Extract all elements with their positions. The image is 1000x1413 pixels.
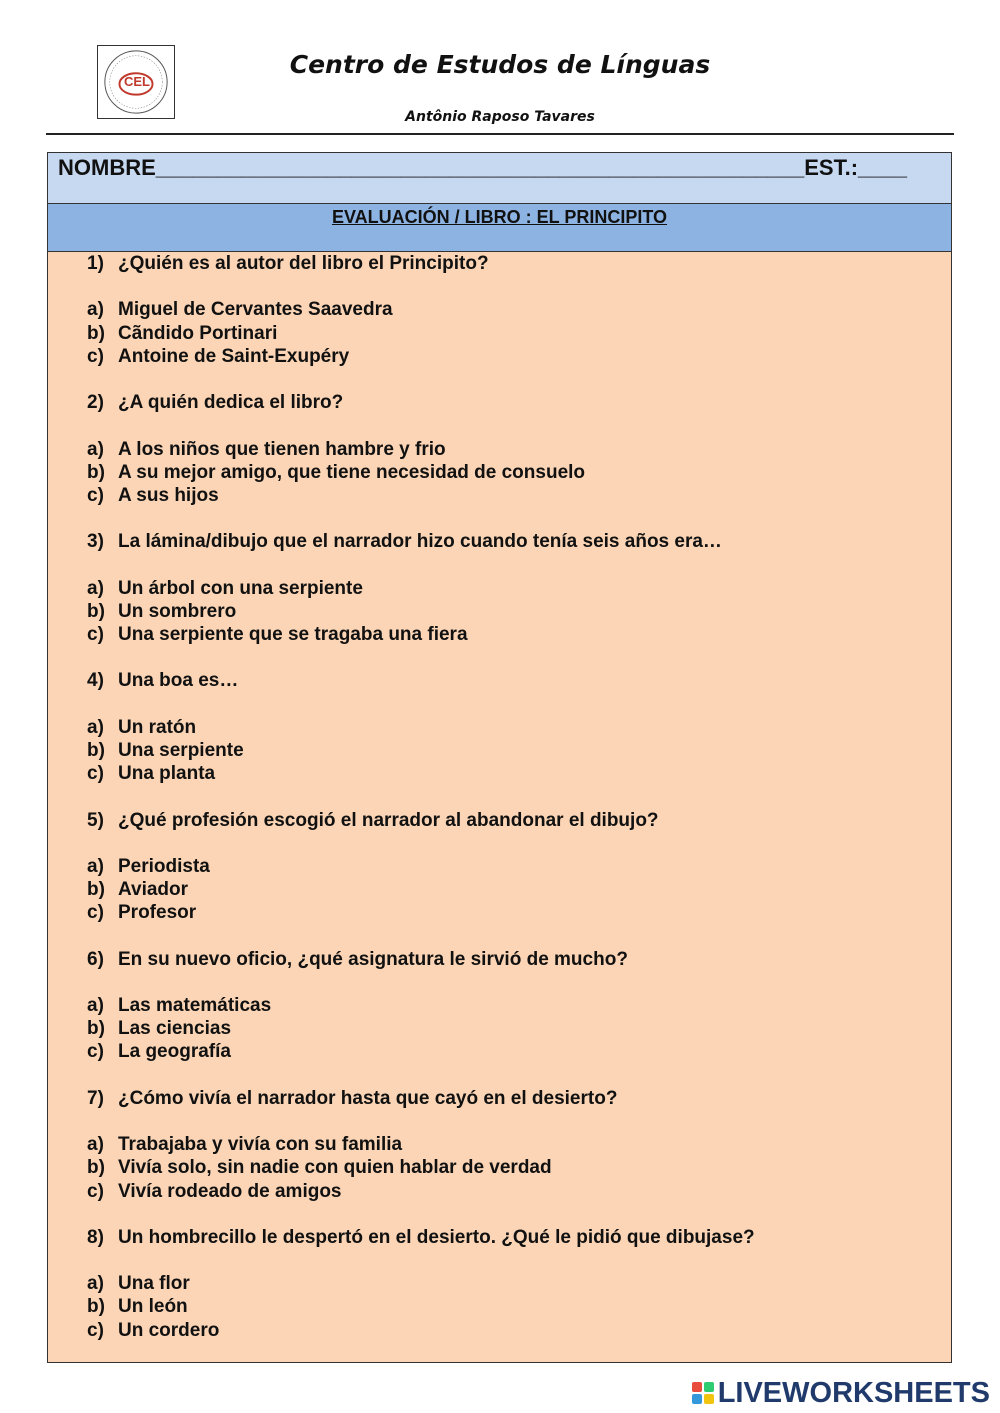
answer-option[interactable] [87,855,951,878]
option-text: La geografía [118,1041,231,1063]
question-number: 2) [87,392,104,414]
answer-option[interactable] [87,1180,951,1203]
option-letter: c) [87,1319,104,1341]
answer-option[interactable] [87,1017,951,1040]
answer-option[interactable] [87,716,951,739]
question-number: 8) [87,1226,104,1248]
question-block [87,530,951,669]
question-line [87,1226,951,1249]
option-text: Un cordero [118,1319,220,1341]
question-number: 6) [87,948,104,970]
worksheet-title [48,204,951,252]
option-text: Un sombrero [118,600,237,622]
option-text: Vivía solo, sin nadie con quien hablar de verdad [118,1157,552,1179]
option-letter: b) [87,879,105,901]
option-letter: b) [87,1296,105,1318]
option-text: Antoine de Saint-Exupéry [118,345,350,367]
answer-option[interactable] [87,322,951,345]
liveworksheets-brand[interactable] [692,1377,990,1409]
option-text: Un león [118,1296,188,1318]
question-text: ¿A quién dedica el libro? [118,392,344,414]
question-text: ¿Qué profesión escogió el narrador al abandonar el dibujo? [118,809,659,831]
option-text: Trabajaba y vivía con su familia [118,1134,403,1156]
school-title: Centro de Estudos de Línguas [289,50,711,79]
option-letter: a) [87,1273,104,1295]
answer-option[interactable] [87,623,951,646]
option-letter: c) [87,763,104,785]
logo-text: CEL [124,74,150,89]
answer-option[interactable] [87,1040,951,1063]
answer-option[interactable] [87,600,951,623]
question-number: 1) [87,253,104,274]
question-number: 4) [87,670,104,692]
question-line [87,1087,951,1110]
option-letter: c) [87,902,104,924]
question-block [87,252,951,391]
question-text: Un hombrecillo le despertó en el desierto. ¿Qué le pidió que dibujase? [118,1226,755,1248]
option-letter: c) [87,1180,104,1202]
question-block [87,1226,951,1365]
answer-option[interactable] [87,1295,951,1318]
option-letter: c) [87,345,104,367]
question-line [87,948,951,971]
answer-option[interactable] [87,739,951,762]
answer-option[interactable] [87,878,951,901]
option-letter: b) [87,1018,105,1040]
option-letter: c) [87,624,104,645]
question-block [87,809,951,948]
option-text: Las ciencias [118,1018,232,1040]
option-text: Vivía rodeado de amigos [118,1180,342,1202]
option-letter: a) [87,995,104,1016]
option-letter: a) [87,577,104,599]
option-text: Profesor [118,902,197,924]
option-text: Las matemáticas [118,995,272,1016]
answer-option[interactable] [87,901,951,924]
option-text: Periodista [118,855,210,877]
answer-option[interactable] [87,1133,951,1156]
brand-text: LIVEWORKSHEETS [717,1376,990,1409]
school-subtitle: Antônio Raposo Tavares [405,109,595,125]
answer-option[interactable] [87,298,951,321]
option-letter: b) [87,739,105,761]
liveworksheets-logo-icon [692,1382,714,1404]
option-letter: a) [87,1134,104,1156]
school-logo [97,45,175,119]
option-text: Un árbol con una serpiente [118,577,363,599]
option-text: Una serpiente [118,739,244,761]
question-block [87,669,951,808]
option-letter: c) [87,484,104,506]
option-text: A los niños que tienen hambre y frio [118,438,446,460]
name-field[interactable] [48,153,951,204]
option-text: Una planta [118,763,216,785]
worksheet [47,152,952,1363]
option-text: Una flor [118,1273,190,1295]
option-letter: c) [87,1041,104,1063]
question-text: En su nuevo oficio, ¿qué asignatura le sirvió de mucho? [118,948,628,970]
question-list [48,252,951,1362]
question-text: ¿Cómo vivía el narrador hasta que cayó en el desierto? [118,1087,618,1109]
option-letter: a) [87,855,104,877]
header-divider [46,133,954,135]
answer-option[interactable] [87,577,951,600]
question-text: ¿Quién es al autor del libro el Principito? [118,253,489,274]
option-letter: a) [87,438,104,460]
option-text: Un ratón [118,716,197,738]
option-letter: b) [87,461,105,483]
answer-option[interactable] [87,762,951,785]
worksheet-title-text: EVALUACIÓN / LIBRO : EL PRINCIPITO [331,207,668,227]
answer-option[interactable] [87,1272,951,1295]
question-block [87,1087,951,1226]
option-text: Una serpiente que se tragaba una fiera [118,624,468,645]
question-block [87,391,951,530]
option-letter: b) [87,1157,105,1179]
question-text: Una boa es… [118,670,239,692]
question-line [87,530,951,553]
name-line: NOMBRE_____________________________________________________EST.:____ [58,155,907,180]
option-letter: b) [87,322,105,344]
question-text: La lámina/dibujo que el narrador hizo cuando tenía seis años era… [118,531,722,553]
question-number: 3) [87,531,104,553]
answer-option[interactable] [87,345,951,368]
option-letter: a) [87,716,104,738]
question-block [87,948,951,1087]
question-line [87,252,951,275]
option-letter: a) [87,299,104,321]
answer-option[interactable] [87,994,951,1017]
option-letter: b) [87,600,105,622]
option-text: Miguel de Cervantes Saavedra [118,299,393,321]
question-line [87,809,951,832]
question-number: 7) [87,1087,104,1109]
question-line [87,669,951,692]
answer-option[interactable] [87,1156,951,1179]
answer-option[interactable] [87,438,951,461]
answer-option[interactable] [87,461,951,484]
answer-option[interactable] [87,484,951,507]
question-line [87,391,951,414]
question-number: 5) [87,809,104,831]
option-text: A su mejor amigo, que tiene necesidad de consuelo [118,461,586,483]
option-text: Aviador [118,879,189,901]
option-text: A sus hijos [118,484,219,506]
option-text: Cãndido Portinari [118,322,278,344]
answer-option[interactable] [87,1319,951,1342]
